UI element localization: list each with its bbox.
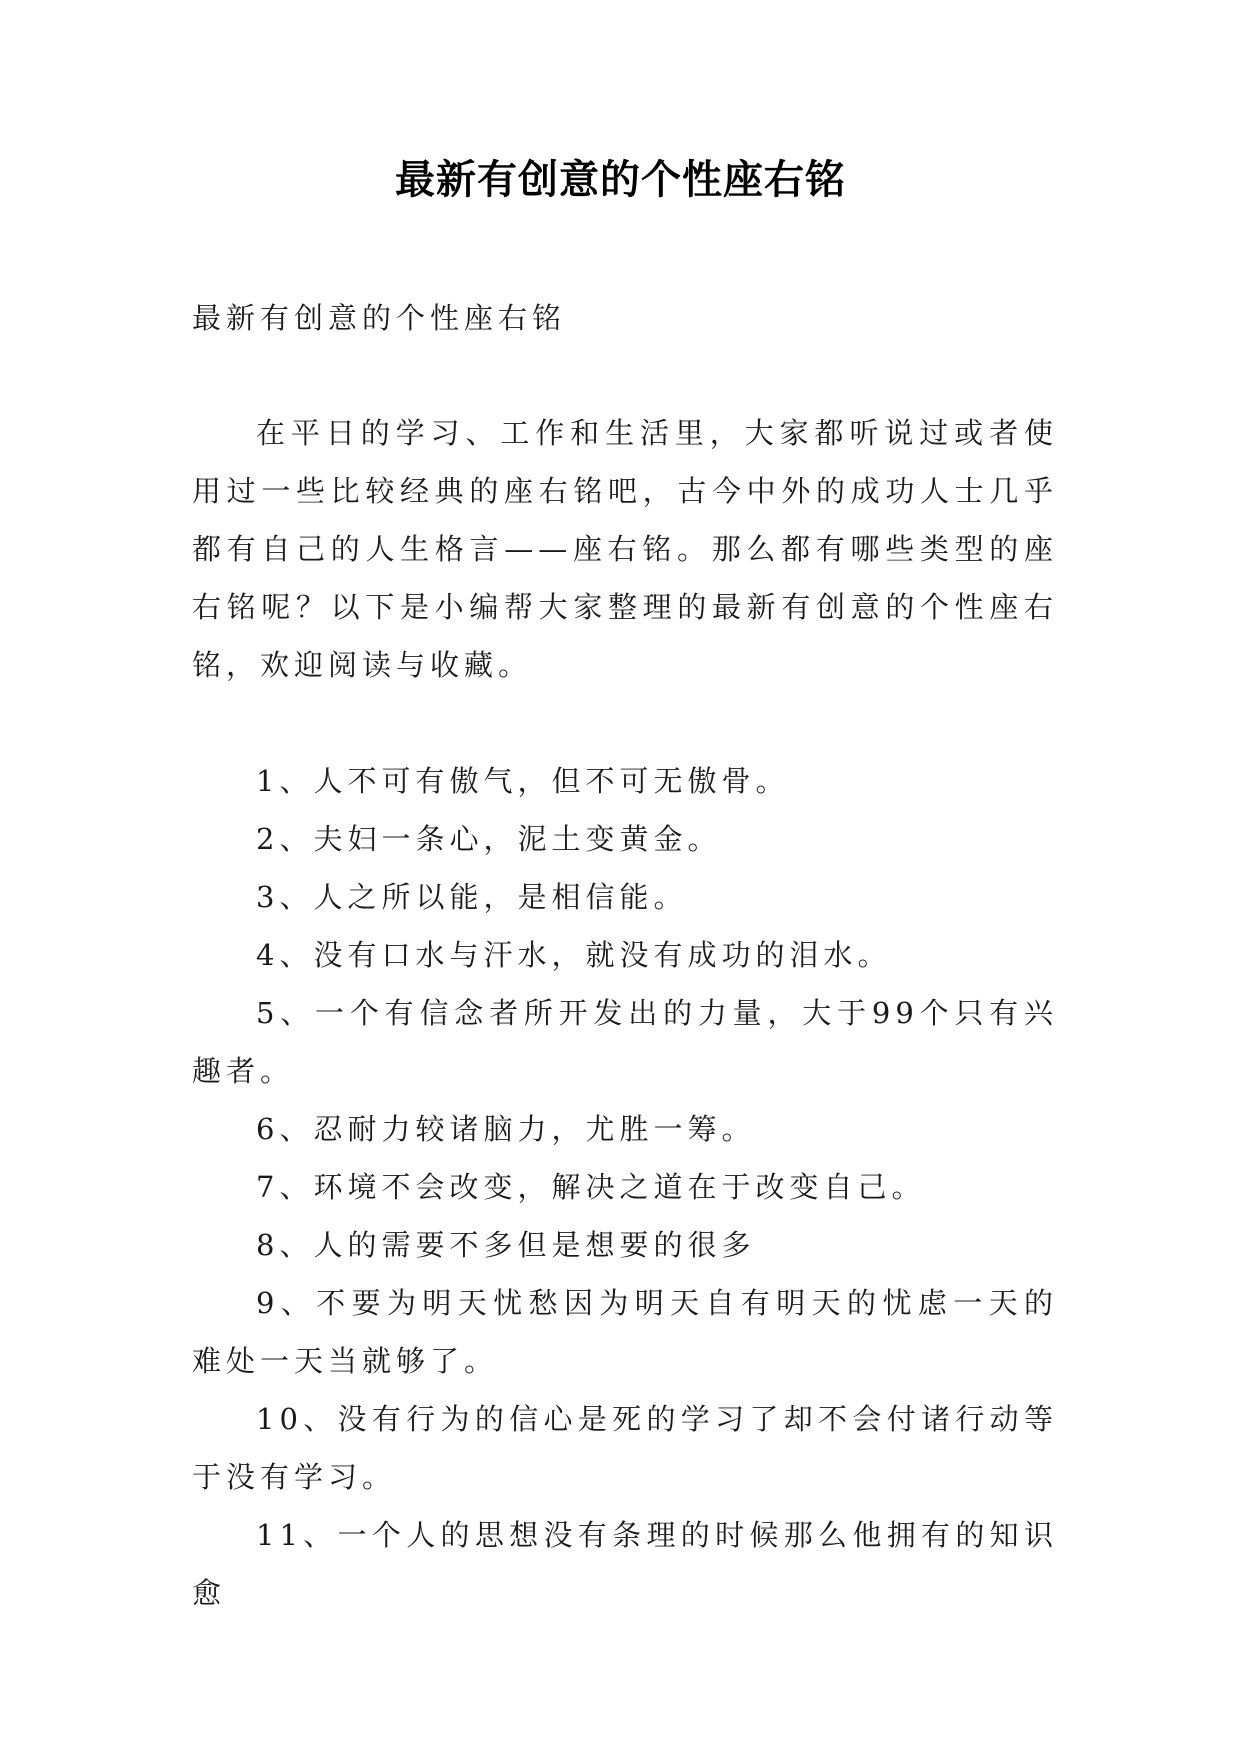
motto-item-5: 5、一个有信念者所开发出的力量，大于99个只有兴趣者。 [192, 996, 1058, 1088]
motto-item-10: 10、没有行为的信心是死的学习了却不会付诸行动等于没有学习。 [192, 1402, 1058, 1494]
intro-paragraph: 在平日的学习、工作和生活里，大家都听说过或者使用过一些比较经典的座右铭吧，古今中外的成功人士几乎都有自己的人生格言——座右铭。那么都有哪些类型的座右铭呢？以下是小编帮大家整理的最新有创意的个性座右铭，欢迎阅读与收藏。 [192, 416, 1058, 682]
motto-item-8: 8、人的需要不多但是想要的很多 [256, 1228, 756, 1262]
motto-item-2: 2、夫妇一条心，泥土变黄金。 [256, 822, 722, 856]
motto-item-6: 6、忍耐力较诸脑力，尤胜一筹。 [256, 1112, 756, 1146]
motto-item-1: 1、人不可有傲气，但不可无傲骨。 [256, 764, 790, 798]
document-subtitle: 最新有创意的个性座右铭 [192, 301, 567, 335]
motto-item-11: 11、一个人的思想没有条理的时候那么他拥有的知识愈 [192, 1518, 1058, 1610]
motto-list [192, 752, 1058, 1622]
motto-item-7: 7、环境不会改变，解决之道在于改变自己。 [256, 1170, 926, 1204]
motto-item-4: 4、没有口水与汗水，就没有成功的泪水。 [256, 938, 892, 972]
motto-item-9: 9、不要为明天忧愁因为明天自有明天的忧虑一天的难处一天当就够了。 [192, 1286, 1058, 1378]
motto-item-3: 3、人之所以能，是相信能。 [256, 880, 688, 914]
document-title: 最新有创意的个性座右铭 [395, 156, 846, 203]
